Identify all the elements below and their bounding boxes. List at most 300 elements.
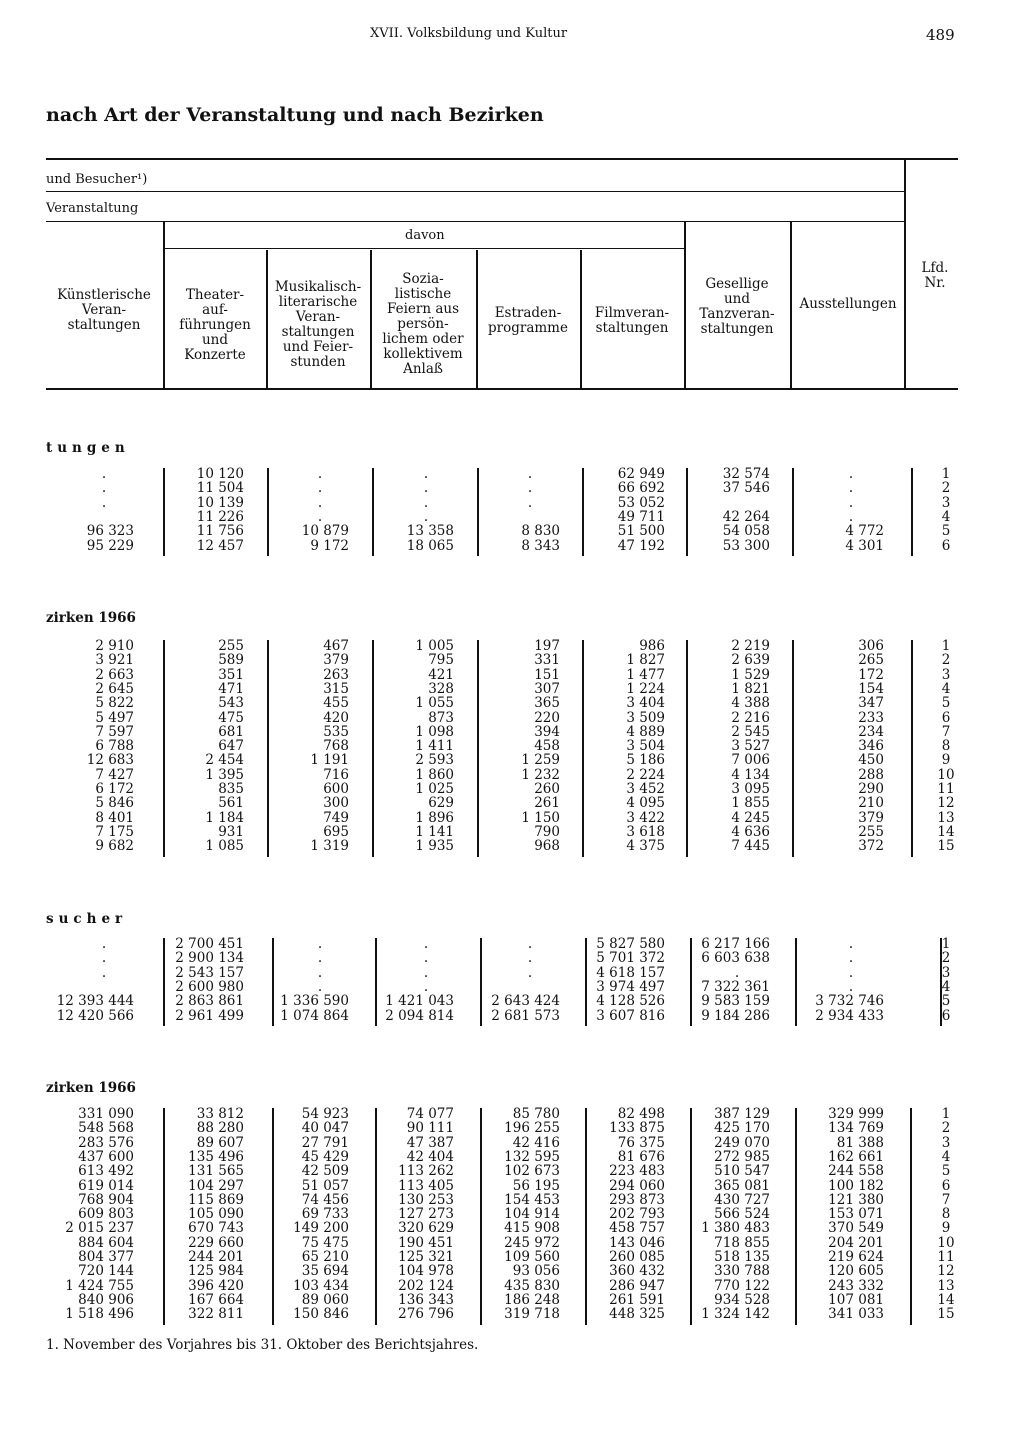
table-cell: 1 380 483 bbox=[701, 1220, 770, 1237]
table-cell: 1 421 043 bbox=[385, 993, 454, 1010]
table-cell: 1 319 bbox=[310, 838, 349, 855]
table-cell: 365 bbox=[534, 695, 560, 712]
table-cell: 365 081 bbox=[714, 1177, 770, 1194]
table-cell: 265 bbox=[858, 652, 884, 669]
table-cell: 74 456 bbox=[301, 1191, 349, 1208]
table-cell: 467 bbox=[323, 638, 349, 654]
table-cell: 3 618 bbox=[626, 823, 665, 840]
table-cell: 5 827 580 bbox=[596, 936, 665, 952]
table-title: nach Art der Veranstaltung und nach Bezirken bbox=[46, 104, 544, 126]
table-cell: 1 935 bbox=[415, 838, 454, 855]
table-cell: 135 496 bbox=[188, 1148, 244, 1165]
table-cell: 51 500 bbox=[617, 523, 665, 540]
table-cell: 2 593 bbox=[415, 752, 454, 769]
table-cell: 154 bbox=[858, 680, 884, 697]
table-cell: 5 822 bbox=[95, 695, 134, 712]
table-cell: 425 170 bbox=[714, 1120, 770, 1137]
table-cell: 74 077 bbox=[406, 1106, 454, 1122]
table-cell: 249 070 bbox=[714, 1134, 770, 1151]
table-cell: 7 175 bbox=[95, 823, 134, 840]
table-cell: 136 343 bbox=[398, 1291, 454, 1308]
table-cell: 109 560 bbox=[504, 1249, 560, 1265]
table-cell: . bbox=[848, 978, 854, 995]
table-cell: 475 bbox=[218, 709, 244, 726]
table-cell: 986 bbox=[639, 638, 665, 654]
table-cell: 223 483 bbox=[609, 1163, 665, 1180]
column-header-line: staltungen bbox=[700, 321, 774, 337]
table-cell: 2 216 bbox=[731, 709, 770, 726]
row-number: 9 bbox=[941, 1220, 951, 1237]
column-header-line: Theater- bbox=[185, 287, 245, 303]
table-cell: 1 477 bbox=[626, 666, 665, 683]
table-cell: 95 229 bbox=[86, 537, 134, 554]
header-group-besucher: und Besucher¹) bbox=[46, 172, 148, 187]
table-cell: 35 694 bbox=[301, 1263, 349, 1280]
table-cell: 695 bbox=[323, 823, 349, 840]
row-number: 12 bbox=[937, 795, 955, 812]
column-header-line: lichem oder bbox=[382, 331, 464, 347]
table-cell: 3 527 bbox=[731, 738, 770, 755]
table-cell: 5 497 bbox=[95, 709, 134, 726]
header-rule-3 bbox=[46, 221, 904, 222]
table-cell: 934 528 bbox=[714, 1291, 770, 1308]
table-cell: 4 245 bbox=[731, 809, 770, 826]
section-title: tungen bbox=[46, 440, 130, 456]
row-number: 4 bbox=[941, 680, 951, 697]
table-cell: 186 248 bbox=[504, 1291, 560, 1308]
column-header-line: staltungen bbox=[281, 324, 355, 340]
table-cell: 153 071 bbox=[828, 1206, 884, 1223]
column-header-line: programme bbox=[488, 320, 568, 336]
table-cell: 450 bbox=[858, 752, 884, 769]
column-header-line: und bbox=[201, 332, 229, 348]
table-cell: 2 645 bbox=[95, 680, 134, 697]
table-cell: 346 bbox=[858, 738, 884, 755]
table-cell: 1 411 bbox=[415, 738, 454, 755]
column-header bbox=[267, 280, 369, 370]
table-cell: 1 005 bbox=[415, 638, 454, 654]
column-header-line: Ausstellungen bbox=[799, 296, 897, 312]
table-cell: 6 603 638 bbox=[701, 950, 770, 967]
table-cell: 2 700 451 bbox=[175, 936, 244, 952]
table-cell: 102 673 bbox=[504, 1163, 560, 1180]
column-header bbox=[685, 277, 789, 337]
column-header-line: Veran- bbox=[81, 302, 127, 318]
table-cell: 360 432 bbox=[609, 1263, 665, 1280]
table-cell: . bbox=[423, 508, 429, 525]
row-number: 5 bbox=[941, 993, 951, 1010]
table-cell: 300 bbox=[323, 795, 349, 812]
table-cell: 716 bbox=[323, 766, 349, 783]
header-davon: davon bbox=[405, 228, 445, 243]
table-cell: . bbox=[848, 964, 854, 981]
table-cell: 548 568 bbox=[78, 1120, 134, 1137]
table-cell: 3 732 746 bbox=[815, 993, 884, 1010]
header-group-veranstaltung: Veranstaltung bbox=[46, 201, 139, 216]
column-header-line: führungen bbox=[179, 317, 251, 333]
row-number: 5 bbox=[941, 1163, 951, 1180]
column-header bbox=[793, 297, 903, 312]
table-cell: 113 262 bbox=[398, 1163, 454, 1180]
table-cell: 66 692 bbox=[617, 480, 665, 497]
row-number: 2 bbox=[941, 950, 951, 967]
row-number: 12 bbox=[937, 1263, 955, 1280]
table-cell: 873 bbox=[428, 709, 454, 726]
table-cell: 1 085 bbox=[205, 838, 244, 855]
column-header-line: Nr. bbox=[924, 275, 946, 291]
row-number: 6 bbox=[941, 1007, 951, 1024]
table-cell: 931 bbox=[218, 823, 244, 840]
table-cell: 96 323 bbox=[86, 523, 134, 540]
table-cell: 420 bbox=[323, 709, 349, 726]
column-header-line: Veran- bbox=[295, 309, 341, 325]
table-cell: 6 217 166 bbox=[701, 936, 770, 952]
table-cell: 619 014 bbox=[78, 1177, 134, 1194]
column-header-line: Estraden- bbox=[494, 305, 562, 321]
table-cell: 2 934 433 bbox=[815, 1007, 884, 1024]
table-cell: 56 195 bbox=[512, 1177, 560, 1194]
table-cell: 2 681 573 bbox=[491, 1007, 560, 1024]
table-cell: 7 322 361 bbox=[701, 978, 770, 995]
table-cell: 2 900 134 bbox=[175, 950, 244, 967]
row-number: 6 bbox=[941, 709, 951, 726]
table-cell: 283 576 bbox=[78, 1134, 134, 1151]
table-cell: 1 232 bbox=[521, 766, 560, 783]
table-cell: 647 bbox=[218, 738, 244, 755]
row-number: 7 bbox=[941, 723, 951, 740]
section-title: zirken 1966 bbox=[46, 610, 136, 626]
table-cell: 104 978 bbox=[398, 1263, 454, 1280]
table-cell: 190 451 bbox=[398, 1234, 454, 1251]
column-header-line: staltungen bbox=[595, 320, 669, 336]
table-cell: 47 387 bbox=[406, 1134, 454, 1151]
row-number: 4 bbox=[941, 978, 951, 995]
table-cell: 6 788 bbox=[95, 738, 134, 755]
table-cell: 795 bbox=[428, 652, 454, 669]
table-cell: 448 325 bbox=[609, 1306, 665, 1323]
table-cell: 202 793 bbox=[609, 1206, 665, 1223]
table-cell: 518 135 bbox=[714, 1249, 770, 1265]
column-header bbox=[47, 288, 161, 333]
row-number: 15 bbox=[937, 838, 955, 855]
table-cell: 150 846 bbox=[293, 1306, 349, 1323]
row-number: 1 bbox=[941, 936, 951, 952]
running-head: XVII. Volksbildung und Kultur bbox=[370, 26, 568, 41]
table-cell: 42 509 bbox=[301, 1163, 349, 1180]
section-vline bbox=[911, 640, 913, 857]
table-cell: 379 bbox=[858, 809, 884, 826]
table-cell: 255 bbox=[218, 638, 244, 654]
column-header-line: Künstlerische bbox=[57, 287, 151, 303]
table-cell: 45 429 bbox=[301, 1148, 349, 1165]
table-cell: 53 052 bbox=[617, 494, 665, 511]
row-number: 8 bbox=[941, 738, 951, 755]
table-cell: 27 791 bbox=[301, 1134, 349, 1151]
footnote: 1. November des Vorjahres bis 31. Oktober des Berichtsjahres. bbox=[46, 1337, 479, 1353]
table-cell: 219 624 bbox=[828, 1249, 884, 1265]
table-cell: . bbox=[423, 480, 429, 497]
table-cell: 76 375 bbox=[617, 1134, 665, 1151]
table-cell: 681 bbox=[218, 723, 244, 740]
table-cell: 12 420 566 bbox=[56, 1007, 134, 1024]
table-cell: 4 095 bbox=[626, 795, 665, 812]
table-cell: . bbox=[317, 964, 323, 981]
table-cell: 884 604 bbox=[78, 1234, 134, 1251]
table-cell: 286 947 bbox=[609, 1277, 665, 1294]
section-vline bbox=[910, 1108, 912, 1325]
table-cell: 93 056 bbox=[512, 1263, 560, 1280]
table-cell: 455 bbox=[323, 695, 349, 712]
row-number: 6 bbox=[941, 537, 951, 554]
table-cell: 4 134 bbox=[731, 766, 770, 783]
row-number: 3 bbox=[941, 964, 951, 981]
column-header-line: Tanzveran- bbox=[699, 306, 775, 322]
table-cell: 3 607 816 bbox=[596, 1007, 665, 1024]
header-vline bbox=[904, 160, 906, 388]
table-cell: 4 128 526 bbox=[596, 993, 665, 1010]
table-cell: 90 111 bbox=[406, 1120, 454, 1137]
table-cell: 82 498 bbox=[617, 1106, 665, 1122]
table-cell: 372 bbox=[858, 838, 884, 855]
table-cell: 768 904 bbox=[78, 1191, 134, 1208]
column-header-line: stunden bbox=[290, 354, 346, 370]
table-cell: 3 974 497 bbox=[596, 978, 665, 995]
page-number: 489 bbox=[926, 26, 955, 44]
table-cell: 85 780 bbox=[512, 1106, 560, 1122]
row-number: 14 bbox=[937, 1291, 955, 1308]
table-cell: 3 921 bbox=[95, 652, 134, 669]
table-cell: 968 bbox=[534, 838, 560, 855]
table-cell: 220 bbox=[534, 709, 560, 726]
table-cell: 2 219 bbox=[731, 638, 770, 654]
table-cell: 294 060 bbox=[609, 1177, 665, 1194]
table-cell: 244 201 bbox=[188, 1249, 244, 1265]
column-header bbox=[582, 306, 682, 336]
table-cell: . bbox=[848, 508, 854, 525]
table-cell: 3 504 bbox=[626, 738, 665, 755]
row-number: 13 bbox=[937, 809, 955, 826]
table-cell: 8 401 bbox=[95, 809, 134, 826]
table-cell: . bbox=[317, 466, 323, 482]
table-cell: 33 812 bbox=[196, 1106, 244, 1122]
table-cell: . bbox=[101, 936, 107, 952]
table-cell: 430 727 bbox=[714, 1191, 770, 1208]
table-cell: 263 bbox=[323, 666, 349, 683]
table-cell: 172 bbox=[858, 666, 884, 683]
table-cell: 1 055 bbox=[415, 695, 454, 712]
row-number: 10 bbox=[937, 766, 955, 783]
table-cell: 5 186 bbox=[626, 752, 665, 769]
table-cell: 566 524 bbox=[714, 1206, 770, 1223]
column-header-line: persön- bbox=[397, 316, 449, 332]
table-cell: 1 191 bbox=[310, 752, 349, 769]
table-cell: 245 972 bbox=[504, 1234, 560, 1251]
row-number: 9 bbox=[941, 752, 951, 769]
table-cell: 1 821 bbox=[731, 680, 770, 697]
row-number: 11 bbox=[937, 1249, 955, 1265]
table-cell: 5 701 372 bbox=[596, 950, 665, 967]
row-number: 13 bbox=[937, 1277, 955, 1294]
table-cell: 229 660 bbox=[188, 1234, 244, 1251]
table-cell: . bbox=[848, 480, 854, 497]
table-cell: . bbox=[423, 964, 429, 981]
table-cell: 293 873 bbox=[609, 1191, 665, 1208]
table-cell: 804 377 bbox=[78, 1249, 134, 1265]
table-cell: 12 393 444 bbox=[56, 993, 134, 1010]
table-cell: 244 558 bbox=[828, 1163, 884, 1180]
table-cell: 1 324 142 bbox=[701, 1306, 770, 1323]
table-cell: . bbox=[848, 950, 854, 967]
table-cell: . bbox=[423, 466, 429, 482]
section-title: zirken 1966 bbox=[46, 1080, 136, 1096]
table-cell: 421 bbox=[428, 666, 454, 683]
section-title: sucher bbox=[46, 911, 128, 927]
table-cell: 768 bbox=[323, 738, 349, 755]
table-cell: 370 549 bbox=[828, 1220, 884, 1237]
table-cell: . bbox=[101, 494, 107, 511]
column-header-line: auf- bbox=[202, 302, 228, 318]
table-cell: 561 bbox=[218, 795, 244, 812]
table-cell: 197 bbox=[534, 638, 560, 654]
table-cell: . bbox=[527, 480, 533, 497]
table-cell: 1 896 bbox=[415, 809, 454, 826]
row-number: 3 bbox=[941, 666, 951, 683]
table-cell: 1 184 bbox=[205, 809, 244, 826]
table-cell: 69 733 bbox=[301, 1206, 349, 1223]
table-cell: 1 150 bbox=[521, 809, 560, 826]
table-cell: 10 120 bbox=[196, 466, 244, 482]
table-cell: 629 bbox=[428, 795, 454, 812]
table-cell: 331 090 bbox=[78, 1106, 134, 1122]
table-cell: 328 bbox=[428, 680, 454, 697]
table-cell: . bbox=[101, 466, 107, 482]
table-cell: 7 445 bbox=[731, 838, 770, 855]
table-cell: 121 380 bbox=[828, 1191, 884, 1208]
table-cell: . bbox=[527, 950, 533, 967]
table-cell: 1 259 bbox=[521, 752, 560, 769]
row-number: 6 bbox=[941, 1177, 951, 1194]
table-cell: 115 869 bbox=[188, 1191, 244, 1208]
table-cell: 330 788 bbox=[714, 1263, 770, 1280]
table-cell: . bbox=[317, 950, 323, 967]
table-cell: . bbox=[527, 466, 533, 482]
table-cell: 113 405 bbox=[398, 1177, 454, 1194]
table-cell: 162 661 bbox=[828, 1148, 884, 1165]
table-cell: 3 422 bbox=[626, 809, 665, 826]
column-header-line: staltungen bbox=[67, 317, 141, 333]
column-header bbox=[478, 306, 578, 336]
header-bottom-rule bbox=[46, 388, 958, 390]
column-header bbox=[371, 272, 475, 377]
table-cell: 276 796 bbox=[398, 1306, 454, 1323]
table-cell: 104 297 bbox=[188, 1177, 244, 1194]
table-cell: 2 015 237 bbox=[65, 1220, 134, 1237]
table-cell: 120 605 bbox=[828, 1263, 884, 1280]
row-number: 2 bbox=[941, 1120, 951, 1137]
table-cell: . bbox=[317, 508, 323, 525]
column-header-line: listische bbox=[394, 286, 452, 302]
table-cell: 167 664 bbox=[188, 1291, 244, 1308]
table-cell: . bbox=[423, 494, 429, 511]
table-cell: 379 bbox=[323, 652, 349, 669]
table-cell: 10 139 bbox=[196, 494, 244, 511]
table-cell: 670 743 bbox=[188, 1220, 244, 1237]
table-cell: 720 144 bbox=[78, 1263, 134, 1280]
table-cell: 42 264 bbox=[722, 508, 770, 525]
table-cell: 42 416 bbox=[512, 1134, 560, 1151]
table-cell: 75 475 bbox=[301, 1234, 349, 1251]
table-cell: 54 058 bbox=[722, 523, 770, 540]
table-cell: 351 bbox=[218, 666, 244, 683]
table-cell: 543 bbox=[218, 695, 244, 712]
table-cell: 1 098 bbox=[415, 723, 454, 740]
table-cell: 12 457 bbox=[196, 537, 244, 554]
table-cell: 4 618 157 bbox=[596, 964, 665, 981]
table-cell: 458 757 bbox=[609, 1220, 665, 1237]
column-header-line: kollektivem bbox=[383, 346, 463, 362]
table-cell: 4 889 bbox=[626, 723, 665, 740]
column-header-line: literarische bbox=[278, 294, 358, 310]
table-cell: 2 224 bbox=[626, 766, 665, 783]
table-cell: 9 184 286 bbox=[701, 1007, 770, 1024]
column-header bbox=[165, 288, 265, 363]
header-vline bbox=[790, 222, 792, 388]
table-cell: 1 074 864 bbox=[280, 1007, 349, 1024]
table-cell: 1 025 bbox=[415, 781, 454, 797]
table-cell: 307 bbox=[534, 680, 560, 697]
row-number: 11 bbox=[937, 781, 955, 797]
column-header-line: Anlaß bbox=[403, 361, 443, 377]
table-cell: 11 504 bbox=[196, 480, 244, 497]
table-cell: 18 065 bbox=[406, 537, 454, 554]
table-cell: 290 bbox=[858, 781, 884, 797]
table-cell: 243 332 bbox=[828, 1277, 884, 1294]
table-cell: . bbox=[101, 950, 107, 967]
column-header-line: Sozia- bbox=[402, 271, 444, 287]
table-cell: 261 591 bbox=[609, 1291, 665, 1308]
table-cell: 133 875 bbox=[609, 1120, 665, 1137]
table-cell: 42 404 bbox=[406, 1148, 454, 1165]
row-number: 3 bbox=[941, 494, 951, 511]
row-number: 7 bbox=[941, 1191, 951, 1208]
table-cell: . bbox=[317, 978, 323, 995]
table-cell: 320 629 bbox=[398, 1220, 454, 1237]
table-cell: 81 388 bbox=[836, 1134, 884, 1151]
table-cell: 1 518 496 bbox=[65, 1306, 134, 1323]
column-header-line: und bbox=[723, 291, 751, 307]
table-cell: 4 375 bbox=[626, 838, 665, 855]
table-cell: . bbox=[527, 494, 533, 511]
table-cell: 600 bbox=[323, 781, 349, 797]
table-cell: 749 bbox=[323, 809, 349, 826]
table-cell: . bbox=[423, 936, 429, 952]
table-cell: 154 453 bbox=[504, 1191, 560, 1208]
table-cell: . bbox=[848, 494, 854, 511]
table-cell: . bbox=[317, 480, 323, 497]
table-cell: 7 006 bbox=[731, 752, 770, 769]
table-cell: 105 090 bbox=[188, 1206, 244, 1223]
table-cell: 81 676 bbox=[617, 1148, 665, 1165]
table-cell: 2 543 157 bbox=[175, 964, 244, 981]
table-cell: 1 827 bbox=[626, 652, 665, 669]
row-number: 1 bbox=[941, 638, 951, 654]
table-cell: 149 200 bbox=[293, 1220, 349, 1237]
table-cell: 2 600 980 bbox=[175, 978, 244, 995]
table-cell: 88 280 bbox=[196, 1120, 244, 1137]
table-cell: 341 033 bbox=[828, 1306, 884, 1323]
table-cell: 718 855 bbox=[714, 1234, 770, 1251]
header-rule-2 bbox=[46, 191, 904, 192]
